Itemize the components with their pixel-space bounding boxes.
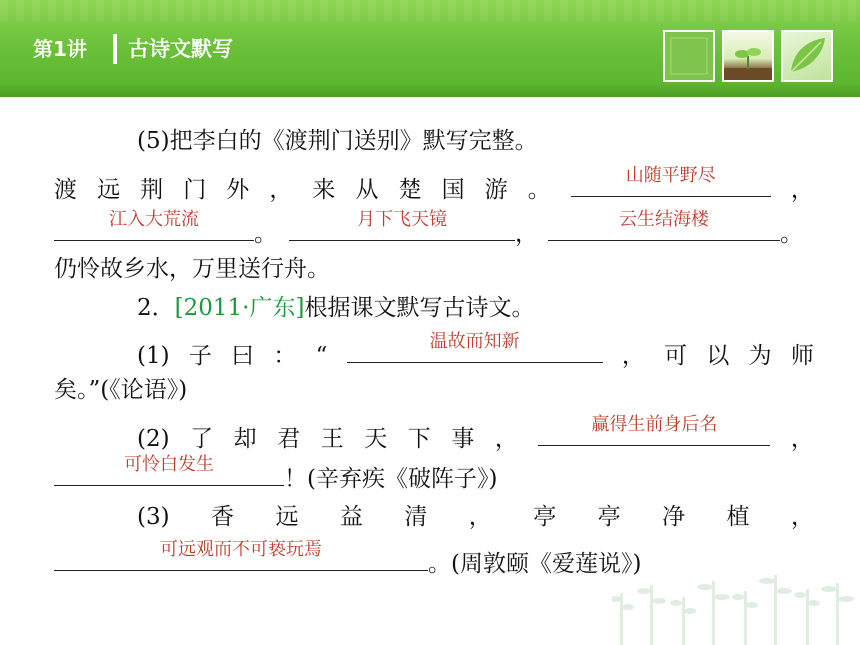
char: 了 xyxy=(190,426,214,452)
char: 远 xyxy=(97,177,121,203)
poem-line-2 xyxy=(54,209,814,247)
question-instruction: 根据课文默写古诗文。 xyxy=(304,295,535,321)
char: 天 xyxy=(364,426,388,452)
q2-line-2 xyxy=(54,454,814,492)
char: 却 xyxy=(233,426,257,452)
char: 净 xyxy=(662,504,686,530)
answer-blank xyxy=(289,209,515,241)
char: “ xyxy=(315,343,328,369)
item-label: (2) xyxy=(137,426,170,452)
source-citation: ！(辛弃疾《破阵子》) xyxy=(284,466,498,492)
char: 以 xyxy=(706,343,730,369)
char: 从 xyxy=(355,177,379,203)
char: 王 xyxy=(320,426,344,452)
char: ， xyxy=(494,426,518,452)
char: 游 xyxy=(484,177,508,203)
char: 事 xyxy=(451,426,475,452)
lesson-label: 第1讲 xyxy=(33,37,87,61)
separator: ， xyxy=(515,221,538,247)
poem-line-1 xyxy=(54,165,814,203)
item-label: (1) xyxy=(137,343,170,369)
char: 国 xyxy=(441,177,465,203)
char: 外 xyxy=(226,177,250,203)
char: 为 xyxy=(748,343,772,369)
q2-line-1 xyxy=(137,414,814,452)
q3-line-1 xyxy=(137,500,814,534)
answer-text: 温故而知新 xyxy=(429,331,520,352)
char: 香 xyxy=(211,504,235,530)
char: 荆 xyxy=(140,177,164,203)
answer-blank xyxy=(548,209,780,241)
char: 远 xyxy=(275,504,299,530)
char: 下 xyxy=(407,426,431,452)
answer-blank xyxy=(571,165,771,197)
answer-text: 江入大荒流 xyxy=(109,209,199,230)
char: 来 xyxy=(312,177,336,203)
char: ， xyxy=(468,504,492,530)
char: 。 xyxy=(527,177,551,203)
answer-text: 赢得生前身后名 xyxy=(591,414,718,435)
char: 君 xyxy=(277,426,301,452)
q1-line-1 xyxy=(137,331,814,369)
source-tag: [2011·广东] xyxy=(174,295,305,321)
prompt-5: (5)把李白的《渡荆门送别》默写完整。 xyxy=(137,128,538,154)
char: 植 xyxy=(726,504,750,530)
char: 可 xyxy=(664,343,688,369)
lesson-title: 古诗文默写 xyxy=(128,37,233,61)
char: 亭 xyxy=(533,504,557,530)
answer-text: 山随平野尽 xyxy=(625,165,716,186)
char: ， xyxy=(621,343,645,369)
char: 清 xyxy=(404,504,428,530)
answer-blank xyxy=(538,414,770,446)
char: 亭 xyxy=(597,504,621,530)
grass-decoration xyxy=(612,545,860,645)
answer-text: 可远观而不可亵玩焉 xyxy=(160,539,322,560)
char: ： xyxy=(273,343,297,369)
char: ， xyxy=(790,504,814,530)
source-citation: 。(周敦颐《爱莲说》) xyxy=(428,551,642,577)
char: 门 xyxy=(183,177,207,203)
answer-blank xyxy=(54,539,428,571)
char: ， xyxy=(269,177,293,203)
separator: 。 xyxy=(254,221,277,247)
question-2-heading xyxy=(137,291,534,325)
separator: 。 xyxy=(780,221,803,247)
char: 渡 xyxy=(54,177,77,203)
answer-text: 云生结海楼 xyxy=(619,209,709,230)
question-number: 2． xyxy=(137,295,175,321)
char: 师 xyxy=(790,343,814,369)
char: 益 xyxy=(339,504,363,530)
char: ， xyxy=(790,426,814,452)
answer-blank xyxy=(54,209,254,241)
answer-text: 月下飞天镜 xyxy=(357,209,447,230)
char: ， xyxy=(790,177,814,203)
answer-text: 可怜白发生 xyxy=(124,454,214,475)
char: 曰 xyxy=(231,343,255,369)
answer-blank xyxy=(347,331,603,363)
item-label: (3) xyxy=(137,504,170,530)
answer-blank xyxy=(54,454,284,486)
poem-line-3: 仍怜故乡水，万里送行舟。 xyxy=(54,256,330,282)
char: 子 xyxy=(188,343,212,369)
char: 楚 xyxy=(398,177,422,203)
q1-line-2: 矣。”(《论语》) xyxy=(54,377,188,403)
